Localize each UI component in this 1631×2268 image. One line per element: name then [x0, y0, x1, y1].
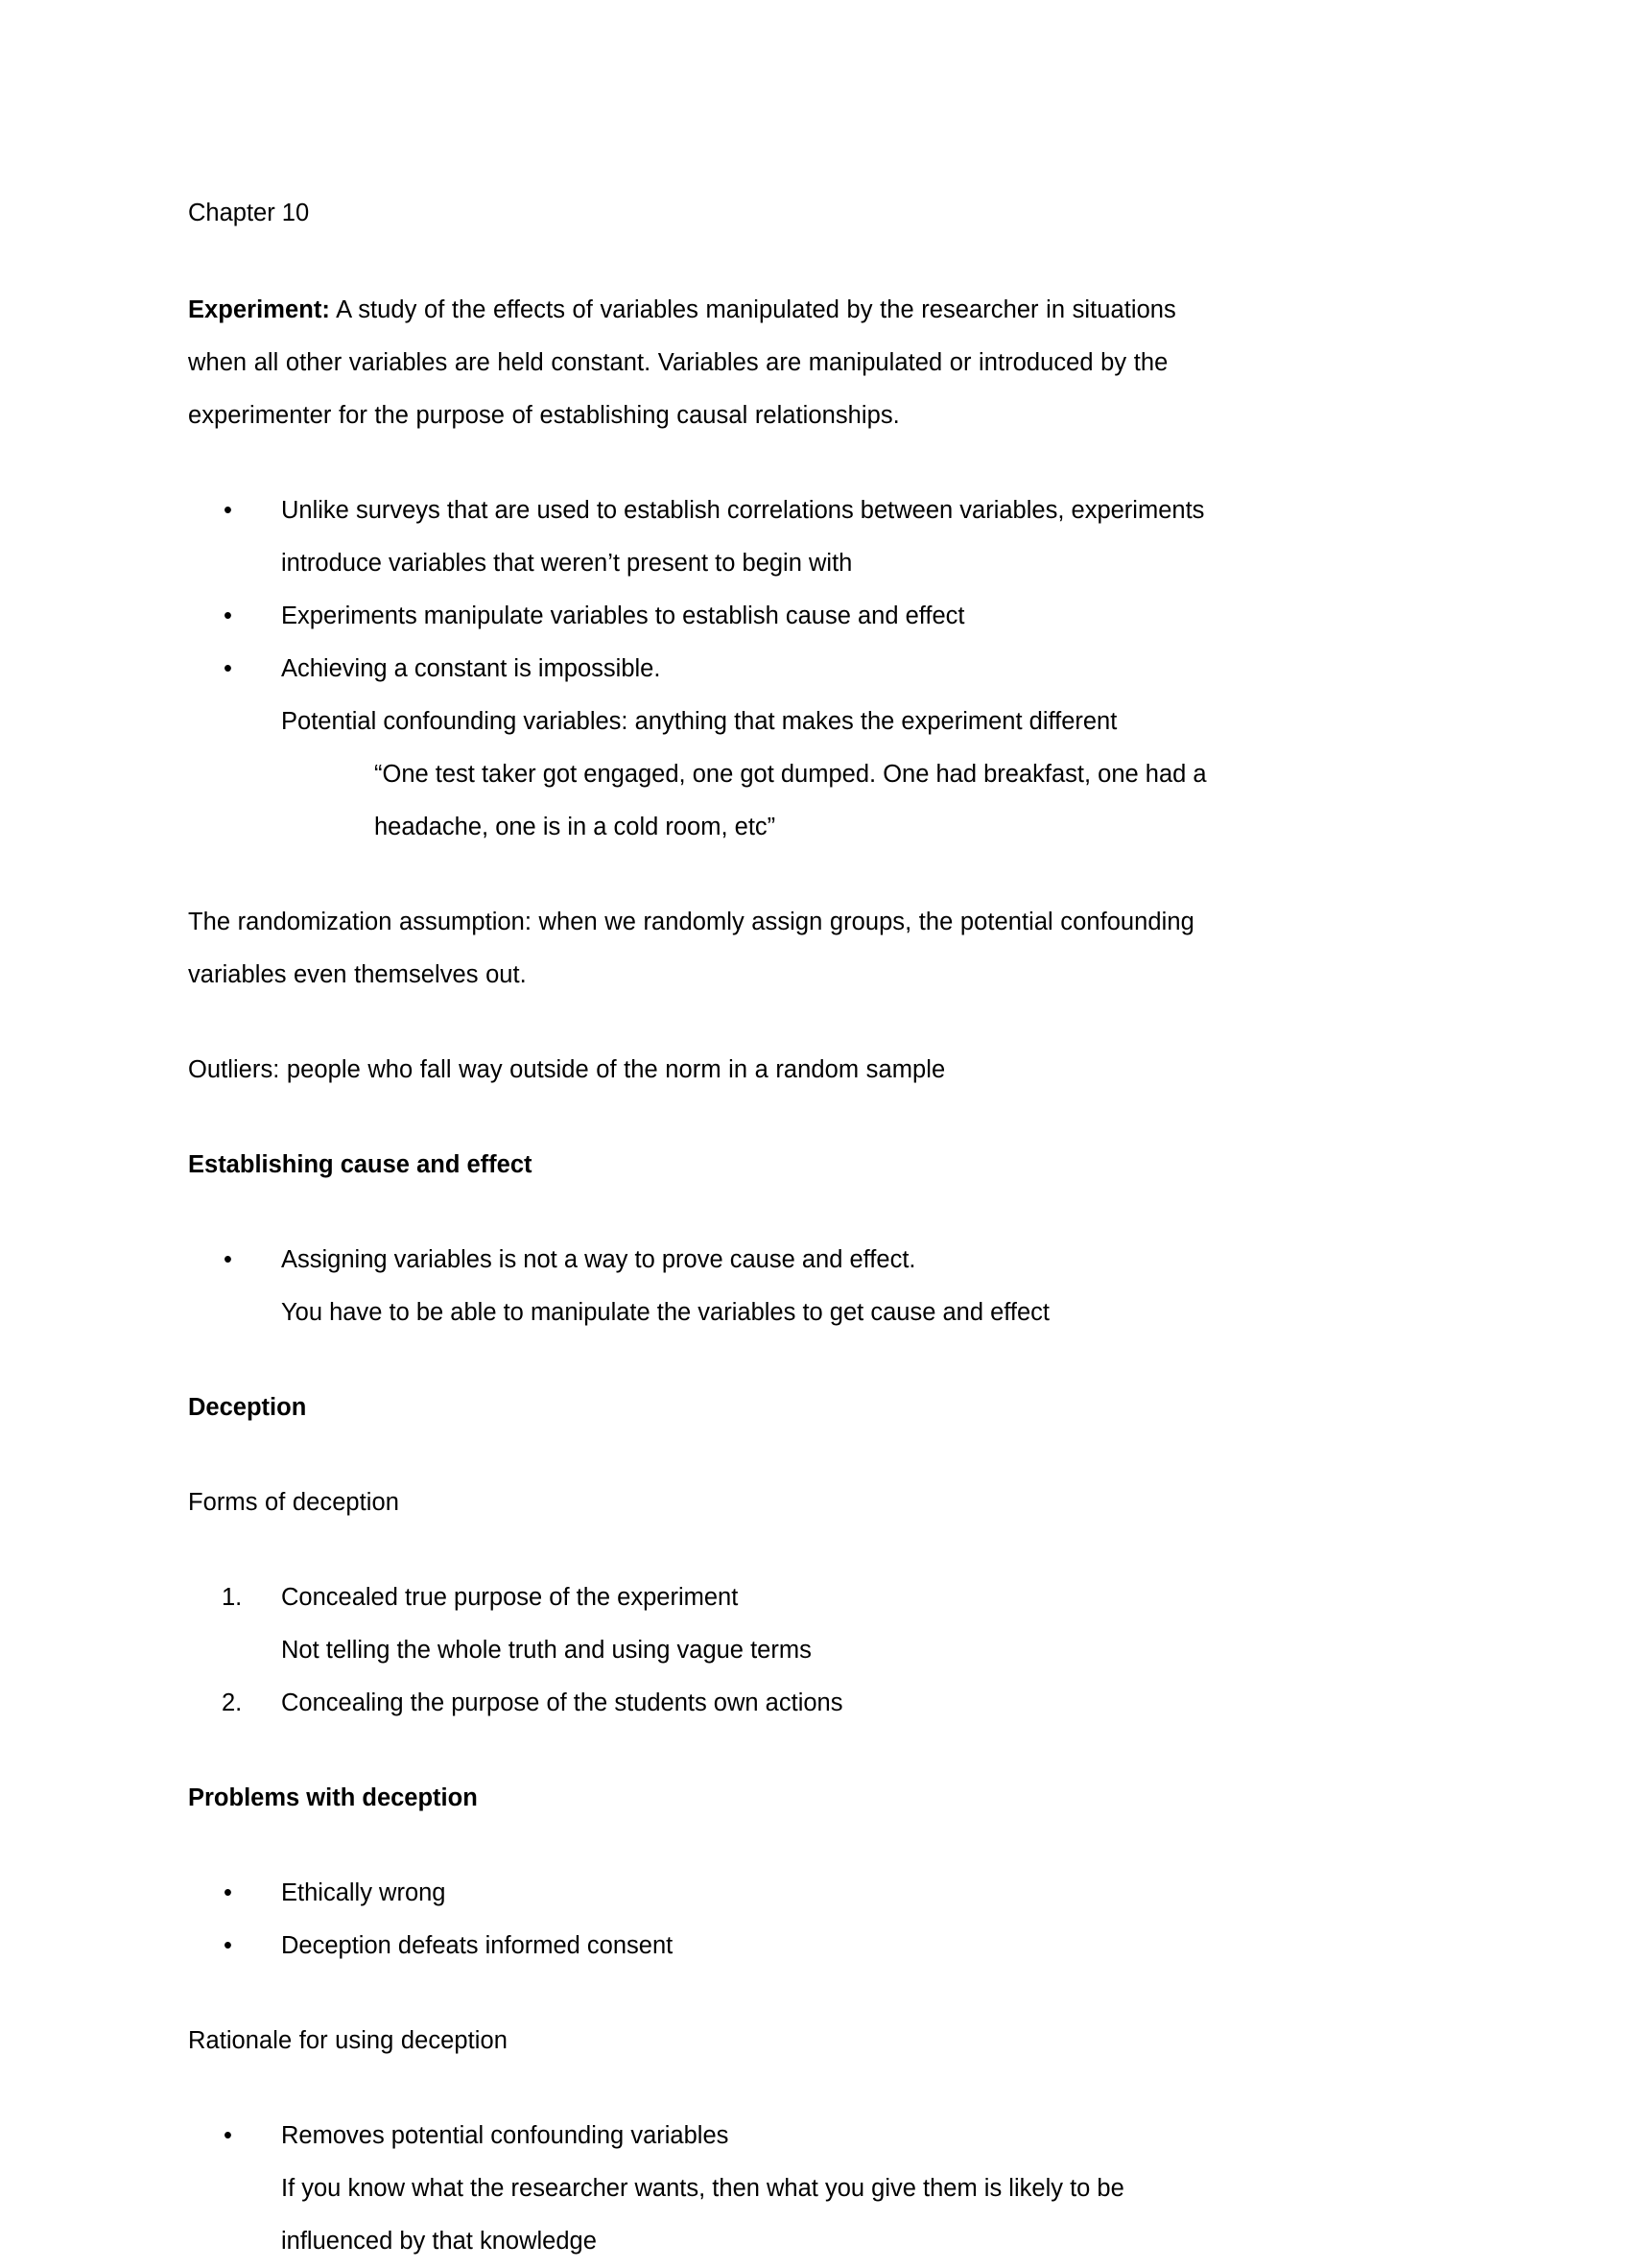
experiment-bullet-list — [188, 484, 1218, 854]
list-number: 2. — [222, 1689, 243, 1716]
forms-of-deception-label: Forms of deception — [188, 1489, 399, 1516]
list-item-text: Ethically wrong — [281, 1879, 446, 1906]
list-item-text: Deception defeats informed consent — [281, 1932, 674, 1959]
deception-numbered-list — [188, 1571, 1218, 1730]
list-item — [188, 1920, 1218, 1973]
list-item-subtext: Potential confounding variables: anything that makes the experiment different — [281, 708, 1118, 735]
experiment-definition-paragraph — [188, 284, 1218, 442]
list-item-text: Achieving a constant is impossible. — [281, 655, 661, 682]
rationale-bullet-list — [188, 2110, 1218, 2268]
list-item-text: Unlike surveys that are used to establish correlations between variables, experiments introduce variables that weren’t present to begin with — [281, 497, 1205, 577]
list-item-text: Removes potential confounding variables — [281, 2122, 729, 2149]
problems-bullet-list — [188, 1867, 1218, 1973]
list-item-subtext: Not telling the whole truth and using vague terms — [281, 1637, 812, 1664]
list-item-subtext: You have to be able to manipulate the variables to get cause and effect — [281, 1299, 1050, 1326]
bullet-icon: • — [224, 497, 232, 524]
list-item — [188, 484, 1218, 590]
page-title: Chapter 10 — [188, 200, 310, 226]
list-item — [188, 590, 1218, 643]
list-item — [188, 1234, 1218, 1339]
list-item — [188, 1867, 1218, 1920]
list-number: 1. — [222, 1584, 243, 1611]
bullet-icon: • — [224, 2122, 232, 2149]
bullet-icon: • — [224, 602, 232, 629]
list-item-text: Concealing the purpose of the students own actions — [281, 1689, 843, 1716]
outliers-paragraph: Outliers: people who fall way outside of the norm in a random sample — [188, 1056, 946, 1083]
list-item-text: Experiments manipulate variables to establish cause and effect — [281, 602, 965, 629]
list-item — [188, 1571, 1218, 1677]
list-item — [188, 2110, 1218, 2268]
bullet-icon: • — [224, 655, 232, 682]
list-item — [188, 1677, 1218, 1730]
list-item-text: Assigning variables is not a way to prove cause and effect. — [281, 1246, 916, 1273]
rationale-label: Rationale for using deception — [188, 2027, 508, 2054]
section-heading-cause-effect: Establishing cause and effect — [188, 1151, 532, 1178]
list-item — [188, 643, 1218, 854]
experiment-label: Experiment: — [188, 296, 330, 323]
cause-effect-bullet-list — [188, 1234, 1218, 1339]
list-item-subtext: If you know what the researcher wants, then what you give them is likely to be influenced by that knowledge — [281, 2175, 1124, 2255]
list-item-quote: “One test taker got engaged, one got dumped. One had breakfast, one had a headache, one is in a cold room, etc” — [374, 761, 1207, 840]
section-heading-problems: Problems with deception — [188, 1784, 478, 1811]
bullet-icon: • — [224, 1932, 232, 1959]
list-item-text: Concealed true purpose of the experiment — [281, 1584, 739, 1611]
section-heading-deception: Deception — [188, 1394, 307, 1421]
bullet-icon: • — [224, 1879, 232, 1906]
randomization-paragraph: The randomization assumption: when we randomly assign groups, the potential confounding variables even themselves out. — [188, 909, 1194, 988]
bullet-icon: • — [224, 1246, 232, 1273]
experiment-definition-text: A study of the effects of variables manipulated by the researcher in situations when all other variables are held constant. Variables are manipulated or introduced by the experimenter for the purpose of establishing causal relationships. — [188, 296, 1176, 429]
